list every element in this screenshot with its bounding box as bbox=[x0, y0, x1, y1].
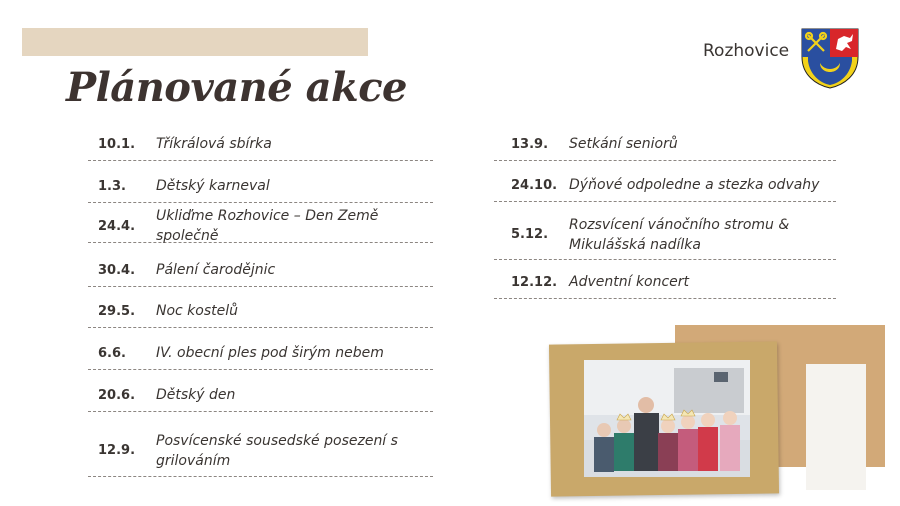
event-name: Dýňové odpoledne a stezka odvahy bbox=[569, 177, 820, 193]
event-name: Rozsvícení vánočního stromu & Mikulášská nadílka bbox=[569, 216, 790, 253]
event-date: 1.3. bbox=[98, 178, 126, 194]
event-name: Dětský karneval bbox=[156, 178, 270, 194]
event-date: 12.9. bbox=[98, 443, 136, 458]
decorative-band bbox=[22, 28, 368, 56]
event-name: Ukliďme Rozhovice – Den Země společně bbox=[156, 208, 379, 244]
event-name: Dětský den bbox=[156, 387, 236, 403]
list-item bbox=[494, 169, 836, 202]
municipality-name: Rozhovice bbox=[703, 41, 790, 61]
event-name: Noc kostelů bbox=[156, 303, 239, 319]
list-item bbox=[88, 337, 433, 370]
list-item bbox=[494, 266, 836, 299]
list-item bbox=[88, 128, 433, 161]
event-date: 24.4. bbox=[98, 218, 136, 234]
event-name: Tříkrálová sbírka bbox=[156, 136, 272, 152]
event-date: 30.4. bbox=[98, 262, 136, 278]
event-photo bbox=[584, 360, 750, 477]
page-title: Plánované akce bbox=[66, 64, 408, 111]
event-name: Adventní koncert bbox=[569, 274, 690, 290]
event-date: 20.6. bbox=[98, 387, 136, 403]
event-name: Pálení čarodějnic bbox=[156, 262, 276, 278]
event-name: Posvícenské sousedské posezení s grilováním bbox=[156, 432, 398, 469]
list-item bbox=[494, 128, 836, 161]
event-date: 10.1. bbox=[98, 136, 136, 152]
event-date: 5.12. bbox=[511, 227, 549, 242]
list-item bbox=[88, 254, 433, 287]
coat-of-arms-icon bbox=[800, 27, 860, 89]
list-item bbox=[88, 170, 433, 203]
list-item bbox=[494, 210, 836, 260]
list-item bbox=[88, 295, 433, 328]
event-date: 24.10. bbox=[511, 177, 558, 193]
event-date: 13.9. bbox=[511, 136, 549, 152]
event-date: 6.6. bbox=[98, 345, 126, 361]
list-item bbox=[88, 379, 433, 412]
event-date: 12.12. bbox=[511, 274, 558, 290]
list-item bbox=[88, 210, 433, 243]
event-date: 29.5. bbox=[98, 303, 136, 319]
event-name: Setkání seniorů bbox=[569, 136, 678, 152]
decorative-block bbox=[806, 364, 866, 490]
event-name: IV. obecní ples pod širým nebem bbox=[156, 345, 384, 361]
list-item bbox=[88, 425, 433, 477]
